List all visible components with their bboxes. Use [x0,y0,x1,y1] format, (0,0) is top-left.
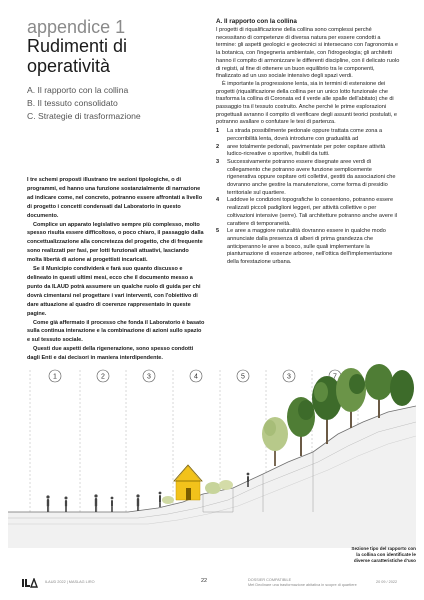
list-item [216,228,400,267]
tree-light [264,420,276,436]
shrub [205,482,221,494]
ground-fill [8,406,416,548]
list-text: Successivamente potranno essere disegnate aree verdi di collegamento che potranno avere funzione semplicemente rigenerativa oppure ospitare orti collettivi, gestiti da associazioni che dovranno anche gestire la manutenzione, come forma di presidio territoriale sul quartiere. [227,158,396,196]
marker-label: 1 [53,373,57,381]
list-number: 1 [216,128,220,135]
right-text-column [216,18,400,267]
marker-label: 7 [333,373,337,381]
paragraph: I tre schemi proposti illustrano tre sezioni tipologiche, o di programmi, ed hanno una funzione sostanzialmente di narrazione ad indicare come, nel concreto, potranno essere affrontati a livello di progetto i concetti condensati dal Laboratorio in questo documento. [27,177,203,219]
list-item [216,159,400,198]
figure-caption [316,546,416,565]
section-markers [49,370,341,382]
tree-dark [314,382,328,402]
title-line-2: Rudimenti di [27,36,128,56]
caption-line: Sezione tipo del rapporto con [351,546,416,551]
list-text: Laddove le condizioni topografiche lo consentono, potranno essere realizzati piccoli padiglioni leggeri, per attività collettive o per coltivazioni intensive (serre). Tali architetture potranno anche avere il carattere di temporaneità. [227,197,397,227]
list-number: 5 [216,228,220,235]
list-item [216,128,400,143]
footer-center-line-2: Met Declinare una trasformazione abitativa in scopre di quartiere [248,583,357,587]
hill-section-drawing [8,362,416,548]
caption-line: la collina con identificate le [356,552,416,558]
house-door [186,488,191,500]
page-footer [0,578,424,594]
paragraph: I progetti di riqualificazione della collina sono complessi perché necessitano di competenze di diversa natura per essere condotti a termine: gli aspetti geologici e geotecnici si intersecano con l'agronomia e la botanica, con l'ingegneria ambientale, con l'idrogeologia; gli architetti hanno il compito di armonizzare le differenti discipline, con il delicato ruolo di registi, al fine di ottenere un buon equilibrio tra le componenti, finalizzato ad un uso sociale intensivo degli spazi verdi. [216,27,400,80]
marker-label: 3 [147,373,151,381]
person-icon [136,494,139,511]
page-number: 22 [201,578,208,584]
marker-label: 2 [101,373,105,381]
toc-item: A. Il rapporto con la collina [27,85,129,95]
caption-line: diverse caratteristiche d'uso [353,558,416,564]
list-number: 2 [216,143,220,150]
title-line-3: operatività [27,56,111,76]
paragraph: Se il Municipio condividerà e farà suo quanto discusso e delineato in questi ultimi mesi, ecco che il documento messo a punto da ILAUD potrà assumere un qualche ruolo di guida per chi dovrà cimentarsi nel progettare i vari interventi, con l'obiettivo di dare attuazione al quadro di coerenze rappresentato in queste pagine. [27,266,201,317]
footer-center-line-1: DOSSIER COMPATIBILE [248,578,292,582]
paragraph: Complice un apparato legislativo sempre più complesso, molto spesso risulta essere difficoltoso, o poco chiaro, il passaggio dalla concettualizzazione alla concretezza del progetto, che di frequente sono realizzati per fasi, per lotti funzionali attuativi, lasciando molta libertà di azione ai progettisti incaricati. [27,221,204,264]
toc-item: C. Strategie di trasformazione [27,111,141,121]
list-text: La strada possibilmente pedonale oppure trattata come zona a percorribilità lenta, dovrà introdurre con gradualità ad [227,128,383,142]
left-text-column [27,176,205,363]
footer-left-text: ILAUD 2022 | MASLAG LIRO [45,580,95,584]
section-heading: A. Il rapporto con la collina [216,18,297,25]
paragraph: È importante la progressione lenta, sia in termini di estensione dei progetti (riqualificazione della collina per un unico lotto funzionale che trasforma la collina di Coronata ed il verde alle spalle dell'abitato) che di passaggio tra il tessuto costruito. Anche perché le prime esplorazioni progettuali avranno il compito di verificare degli assunti teorici postulati, e potranno avallare o confutare le tesi di partenza. [216,80,397,126]
paragraph: Come già affermato il processo che fonda il Laboratorio è basato sulla continua interazione e la combinazione di azioni sullo spazio e sul tessuto sociale. [27,319,205,344]
marker-label: 5 [241,373,245,381]
person-icon [94,494,97,512]
list-number: 4 [216,197,220,204]
list-text: aree totalmente pedonali, pavimentate per poter ospitare attività ludico-ricreative o sportive, fruibili da tutti. [227,143,386,158]
toc-item: B. Il tessuto consolidato [27,98,118,108]
pavilion-house [174,465,202,500]
tree-dark [298,400,314,420]
numbered-list [216,128,400,267]
table-of-contents [27,84,207,123]
ilaud-logo-icon [22,578,40,588]
person-icon [65,497,68,513]
shrub [162,496,174,504]
list-number: 3 [216,158,220,165]
person-icon [159,492,162,507]
shrub [219,480,233,490]
person-icon [111,497,114,512]
ground-profile [8,406,416,548]
person-icon [46,495,49,512]
tree-dark [349,374,365,394]
footer-date: 20 09 / 2022 [376,580,398,584]
marker-label: 4 [194,373,198,381]
list-item [216,144,400,159]
paragraph: Questi due aspetti della rigenerazione, sono spesso condotti dagli Enti e dai decisori in maniera interdipendente. [27,346,194,362]
list-item [216,197,400,228]
list-text: Le aree a maggiore naturalità dovranno essere in qualche modo annunciate dalla presenza di alberi di prima grandezza che anticiperanno le aree a bosco, sulle quali implementare la piantumazione di essenze arboree, nell'ottica dell'implementazione della forestazione urbana. [227,228,393,266]
page-title [27,18,202,76]
tree-light [262,417,288,451]
tree-dark [365,364,393,400]
tree-dark [390,370,414,406]
title-appendix: appendice 1 [27,17,126,37]
marker-label: 3 [287,373,291,381]
